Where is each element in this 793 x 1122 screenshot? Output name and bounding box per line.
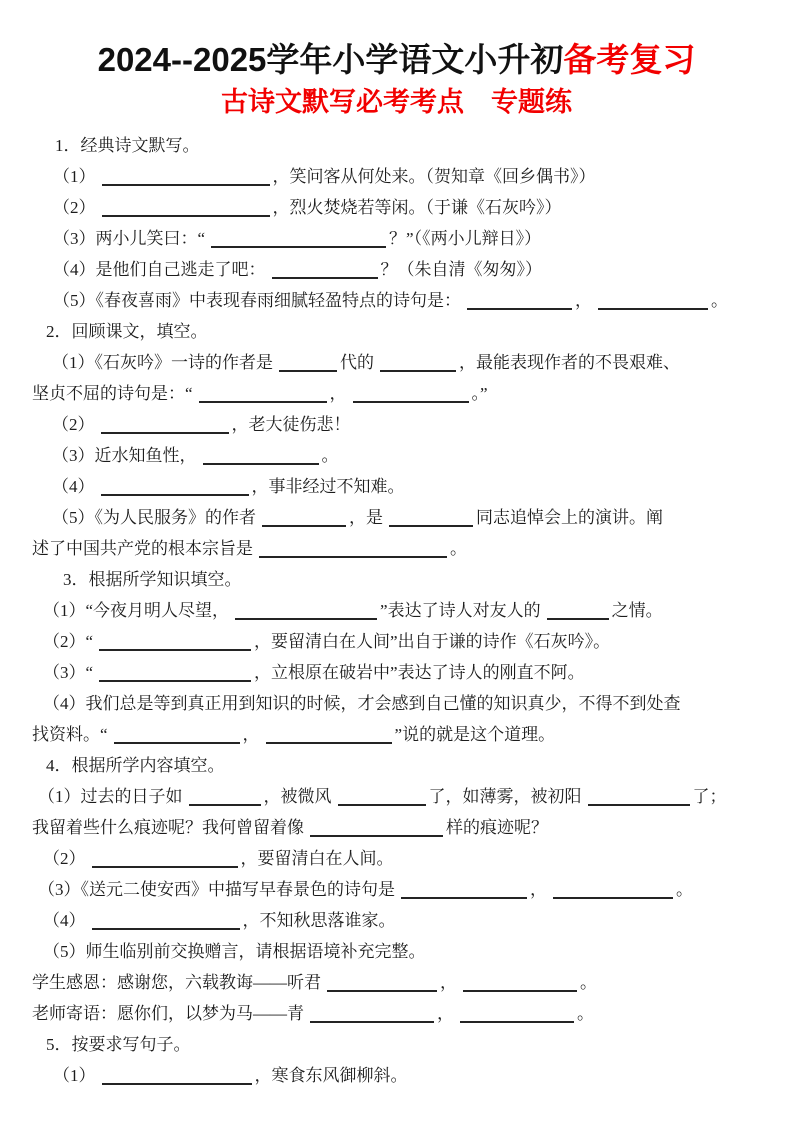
- fill-in-blank: [598, 290, 708, 310]
- line-text: （2）: [53, 198, 96, 217]
- text-line: [0, 192, 793, 223]
- line-text: （5）师生临别前交换赠言，请根据语境补充完整。: [43, 942, 426, 961]
- line-text: ？”（《两小儿辩日》）: [389, 229, 542, 248]
- line-text: 找资料。“: [32, 725, 108, 744]
- fill-in-blank: [310, 817, 443, 837]
- text-line: [0, 905, 793, 936]
- fill-in-blank: [467, 290, 572, 310]
- line-text: ，要留清白在人间”出自于谦的诗作《石灰吟》。: [254, 632, 611, 651]
- fill-in-blank: [101, 476, 249, 496]
- line-text: ，被微风: [263, 787, 332, 806]
- line-text: 。: [321, 446, 339, 465]
- fill-in-blank: [235, 600, 377, 620]
- line-text: ，: [440, 973, 457, 992]
- line-text: 述了中国共产党的根本宗旨是: [32, 539, 253, 558]
- document-title: [0, 0, 793, 80]
- text-line: [0, 812, 793, 843]
- line-text: ，烈火焚烧若等闲。（于谦《石灰吟》）: [272, 198, 562, 217]
- line-text: ，立根原在破岩中”表达了诗人的刚直不阿。: [254, 663, 585, 682]
- line-text: ，是: [349, 508, 383, 527]
- fill-in-blank: [102, 166, 270, 186]
- fill-in-blank: [102, 1065, 252, 1085]
- text-line: [0, 719, 793, 750]
- fill-in-blank: [553, 879, 673, 899]
- text-line: [0, 316, 793, 347]
- line-text: ”说的就是这个道理。: [394, 725, 556, 744]
- text-line: [0, 223, 793, 254]
- text-line: [0, 936, 793, 967]
- line-text: ，不知秋思落谁家。: [242, 911, 396, 930]
- fill-in-blank: [92, 910, 240, 930]
- text-line: [0, 843, 793, 874]
- line-text: ，: [242, 725, 260, 744]
- fill-in-blank: [189, 786, 261, 806]
- line-text: ，: [530, 880, 547, 899]
- fill-in-blank: [310, 1003, 434, 1023]
- line-text: 学生感恩：感谢您，六载教诲——听君: [32, 973, 321, 992]
- text-line: [0, 688, 793, 719]
- text-line: [0, 967, 793, 998]
- text-line: [0, 564, 793, 595]
- line-text: （4）: [52, 477, 95, 496]
- line-text: 坚贞不屈的诗句是：“: [32, 384, 193, 403]
- line-text: 4．根据所学内容填空。: [46, 756, 225, 775]
- line-text: ，笑问客从何处来。（贺知章《回乡偶书》）: [272, 167, 596, 186]
- line-text: （4）我们总是等到真正用到知识的时候，才会感到自己懂的知识真少，不得不到处查: [43, 694, 681, 713]
- fill-in-blank: [92, 848, 238, 868]
- line-text: 了；: [692, 787, 727, 806]
- text-line: [0, 657, 793, 688]
- line-text: （2）“: [43, 632, 94, 651]
- fill-in-blank: [99, 631, 251, 651]
- line-text: （1）: [53, 167, 96, 186]
- line-text: 样的痕迹呢？: [446, 818, 548, 837]
- line-text: 1．经典诗文默写。: [55, 136, 200, 155]
- line-text: ”表达了诗人对友人的: [380, 601, 541, 620]
- text-line: [0, 595, 793, 626]
- line-text: （2）: [52, 415, 95, 434]
- text-line: [0, 750, 793, 781]
- line-text: （4）是他们自己逃走了吧：: [53, 260, 266, 279]
- fill-in-blank: [279, 352, 337, 372]
- fill-in-blank: [338, 786, 426, 806]
- line-text: 。: [450, 539, 467, 558]
- fill-in-blank: [203, 445, 319, 465]
- text-line: [0, 378, 793, 409]
- line-text: （2）: [43, 849, 86, 868]
- fill-in-blank: [380, 352, 456, 372]
- line-text: ，: [437, 1004, 454, 1023]
- text-line: [0, 440, 793, 471]
- title-red-part: 备考复习: [563, 41, 696, 78]
- fill-in-blank: [389, 507, 473, 527]
- line-text: 。: [711, 291, 728, 310]
- fill-in-blank: [99, 662, 251, 682]
- line-text: ？（朱自清《匆匆》）: [380, 260, 542, 279]
- line-text: 老师寄语：愿你们，以梦为马——青: [32, 1004, 304, 1023]
- line-text: ，寒食东风御柳斜。: [254, 1066, 408, 1085]
- fill-in-blank: [101, 414, 229, 434]
- document-subtitle: 古诗文默写必考考点 专题练: [221, 87, 572, 117]
- line-text: （1）过去的日子如: [38, 787, 183, 806]
- line-text: 之情。: [611, 601, 663, 620]
- fill-in-blank: [266, 724, 392, 744]
- line-text: （3）近水知鱼性，: [52, 446, 197, 465]
- text-line: [0, 874, 793, 905]
- text-line: [0, 161, 793, 192]
- line-text: 3．根据所学知识填空。: [63, 570, 242, 589]
- fill-in-blank: [588, 786, 690, 806]
- text-line: [0, 409, 793, 440]
- fill-in-blank: [102, 197, 270, 217]
- line-text: （3）《送元二使安西》中描写早春景色的诗句是: [38, 880, 395, 899]
- line-text: ，事非经过不知难。: [251, 477, 405, 496]
- fill-in-blank: [463, 972, 577, 992]
- fill-in-blank: [353, 383, 469, 403]
- line-text: 代的: [340, 353, 374, 372]
- fill-in-blank: [401, 879, 527, 899]
- text-line: [0, 254, 793, 285]
- fill-in-blank: [327, 972, 437, 992]
- text-line: [0, 998, 793, 1029]
- line-text: 5．按要求写句子。: [46, 1035, 191, 1054]
- text-line: [0, 471, 793, 502]
- line-text: （5）《春夜喜雨》中表现春雨细腻轻盈特点的诗句是：: [53, 291, 461, 310]
- line-text: 2．回顾课文，填空。: [46, 322, 208, 341]
- line-text: 了，如薄雾，被初阳: [428, 787, 582, 806]
- fill-in-blank: [114, 724, 240, 744]
- line-text: 。”: [471, 384, 488, 403]
- line-text: ，: [575, 291, 592, 310]
- line-text: ，最能表现作者的不畏艰难、: [459, 353, 680, 372]
- line-text: （1）《石灰吟》一诗的作者是: [52, 353, 273, 372]
- text-line: [0, 502, 793, 533]
- line-text: （5）《为人民服务》的作者: [52, 508, 256, 527]
- text-line: [0, 285, 793, 316]
- line-text: 。: [580, 973, 597, 992]
- line-text: （4）: [43, 911, 86, 930]
- line-text: ，: [329, 384, 347, 403]
- title-black-part: 2024--2025学年小学语文小升初: [97, 41, 564, 78]
- text-line: [0, 347, 793, 378]
- text-line: [0, 130, 793, 161]
- line-text: （3）两小儿笑曰：“: [53, 229, 206, 248]
- line-text: ，老大徒伤悲！: [231, 415, 351, 434]
- line-text: 我留着些什么痕迹呢？我何曾留着像: [32, 818, 304, 837]
- fill-in-blank: [199, 383, 327, 403]
- text-line: [0, 1060, 793, 1091]
- fill-in-blank: [547, 600, 609, 620]
- line-text: 。: [676, 880, 693, 899]
- text-line: [0, 533, 793, 564]
- fill-in-blank: [272, 259, 378, 279]
- line-text: （1）“今夜月明人尽望，: [43, 601, 230, 620]
- text-line: [0, 781, 793, 812]
- fill-in-blank: [262, 507, 346, 527]
- text-line: [0, 1029, 793, 1060]
- fill-in-blank: [460, 1003, 574, 1023]
- fill-in-blank: [211, 228, 386, 248]
- line-text: （3）“: [43, 663, 94, 682]
- fill-in-blank: [259, 538, 447, 558]
- line-text: 同志追悼会上的演讲。阐: [476, 508, 663, 527]
- worksheet-body: [0, 130, 793, 1091]
- line-text: （1）: [53, 1066, 96, 1085]
- line-text: 。: [577, 1004, 594, 1023]
- text-line: [0, 626, 793, 657]
- line-text: ，要留清白在人间。: [240, 849, 394, 868]
